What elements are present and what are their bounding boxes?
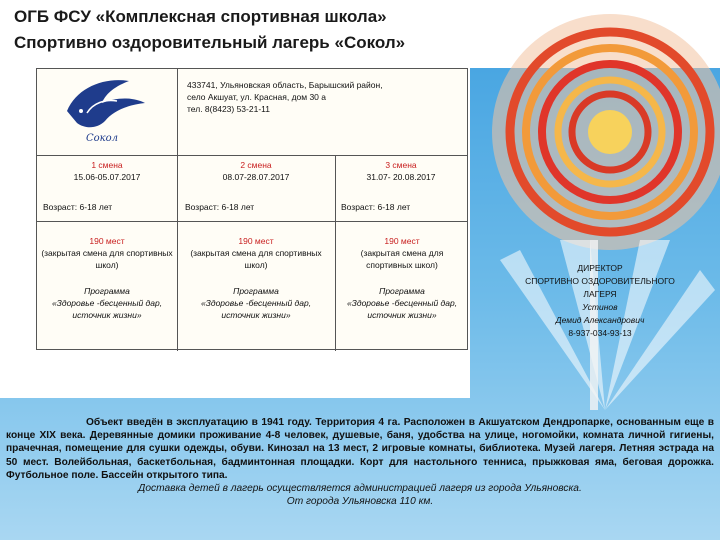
director-title-2: СПОРТИВНО ОЗДОРОВИТЕЛЬНОГО <box>525 276 675 286</box>
sun-decoration-icon <box>440 12 720 252</box>
divider <box>335 155 336 351</box>
shift-2-closed: (закрытая смена для спортивных школ) <box>190 248 322 270</box>
divider <box>177 155 178 351</box>
shift-1-details <box>41 235 173 321</box>
shift-3-program-label: Программа <box>379 286 425 296</box>
address-line-2: село Акшуат, ул. Красная, дом 30 а <box>187 92 327 102</box>
address-block <box>187 79 457 115</box>
shift-3-closed: (закрытая смена для спортивных школ) <box>360 248 444 270</box>
description-paragraph: Объект введён в эксплуатацию в 1941 году. Территория 4 га. Расположен в Акшуатском Дендропарке, основанным еще в конце XIX века. Деревянные домики проживание 4-8 человек, душевые, баня, удобства на улице, ногомойки, комната личной гигиены, прачечная, помещение для сушки одежды, обуви. Кинозал на 13 мест, 2 игровые комнаты, библиотека. Музей лагеря. Летняя эстрада на 50 мест. Волейбольная, баскетбольная, бадминтонная площадки. Корт для настольного тенниса, прыжковая яма, беговая дорожка. Футбольное поле. Бассейн открытого типа. <box>6 417 714 481</box>
description <box>6 416 714 508</box>
director-name: Демид Александрович <box>555 315 645 325</box>
shift-3-age: Возраст: 6-18 лет <box>341 202 411 212</box>
shift-3-details <box>339 235 465 321</box>
shift-1-name: 1 смена <box>91 160 123 170</box>
shift-2-age: Возраст: 6-18 лет <box>185 202 255 212</box>
shift-3-header <box>335 159 467 183</box>
shift-1-header <box>37 159 177 183</box>
title-line-1: ОГБ ФСУ «Комплексная спортивная школа» <box>14 7 387 26</box>
shift-2-places: 190 мест <box>238 236 274 246</box>
shift-1-places: 190 мест <box>89 236 125 246</box>
shift-2-dates: 08.07-28.07.2017 <box>222 172 290 182</box>
page-title <box>14 4 405 56</box>
shift-2-header <box>177 159 335 183</box>
shift-2-program-label: Программа <box>233 286 279 296</box>
info-card <box>36 68 468 350</box>
shift-2-program: «Здоровье -бесценный дар, источник жизни» <box>200 298 312 320</box>
shift-3-dates: 31.07- 20.08.2017 <box>366 172 436 182</box>
shift-3-program: «Здоровье -бесценный дар, источник жизни» <box>346 298 458 320</box>
shift-1-age: Возраст: 6-18 лет <box>43 202 113 212</box>
divider <box>177 69 178 155</box>
director-surname: Устинов <box>582 302 618 312</box>
logo-text: Сокол <box>85 133 119 144</box>
shift-1-program: «Здоровье -бесценный дар, источник жизни» <box>51 298 163 320</box>
shift-1-closed: (закрытая смена для спортивных школ) <box>41 248 173 270</box>
director-block <box>500 262 700 340</box>
delivery-note: Доставка детей в лагерь осуществляется администрацией лагеря из города Ульяновска. <box>138 483 582 495</box>
title-line-2: Спортивно оздоровительный лагерь «Сокол» <box>14 33 406 52</box>
shift-2-name: 2 смена <box>240 160 272 170</box>
distance-note: От города Ульяновска 110 км. <box>286 496 434 508</box>
divider <box>37 155 467 156</box>
director-phone: 8-937-034-93-13 <box>568 328 632 338</box>
director-title-1: ДИРЕКТОР <box>577 263 623 273</box>
address-line-3: тел. 8(8423) 53-21-11 <box>187 104 270 114</box>
shift-1-program-label: Программа <box>84 286 130 296</box>
address-line-1: 433741, Ульяновская область, Барышский район, <box>187 80 383 90</box>
director-title-3: ЛАГЕРЯ <box>583 289 617 299</box>
shift-3-places: 190 мест <box>384 236 420 246</box>
shift-2-details <box>181 235 331 321</box>
shift-3-name: 3 смена <box>385 160 417 170</box>
divider <box>37 221 467 222</box>
shift-1-dates: 15.06-05.07.2017 <box>73 172 141 182</box>
